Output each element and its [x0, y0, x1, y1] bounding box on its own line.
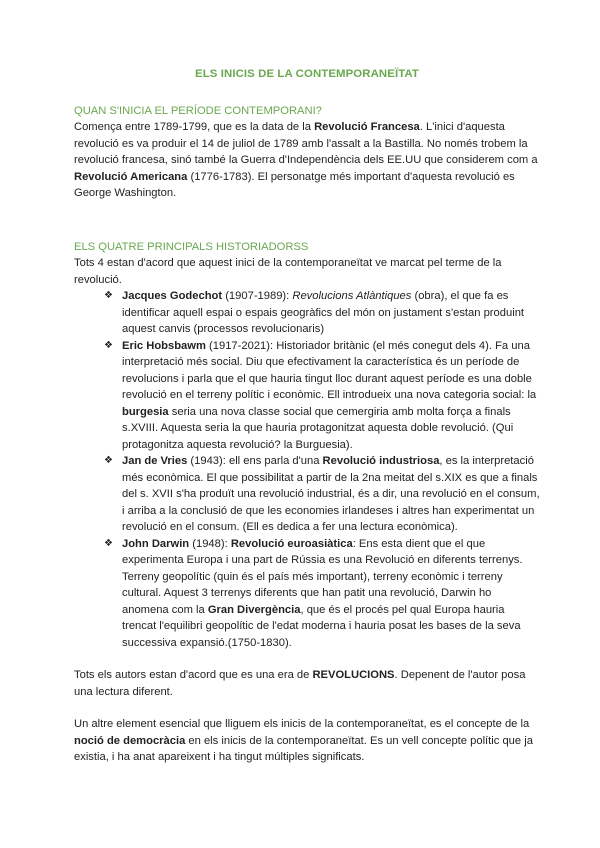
bold-term: Gran Divergència	[207, 603, 301, 616]
paragraph-period: Comença entre 1789-1799, que es la data de la Revolució Francesa. L'inici d'aquesta revolució es va produir el 14 de juliol de 1789 amb l'assalt a la Bastilla. No només trobem la revolució francesa, sinó també la Guerra d'Independència dels EE.UU que considerem com a Revolució Americana (1776-1783). El personatge més important d'aquesta revolució es George Washington.	[74, 121, 538, 199]
bold-term: Revolució Francesa	[314, 121, 420, 133]
bold-term: noció de democràcia	[74, 734, 186, 747]
list-item: ❖ John Darwin (1948): Revolució euroasiàtica: Ens esta dient que el que experimenta Europa i una part de Rússia es una Revolució en diferents terrenys. Terreny geopolític (quin és el país més important), terreny econòmic i terreny cultural. Aquest 3 terrenys diferents que han patit una revolució, Darwin ho anomena com la Gran Divergència, que és el procés pel qual Europa hauria trencat l'equilibri geopolític de l'edat moderna i hauria posat les bases de la seva successiva expansió.(1750-1830).	[104, 537, 523, 649]
paragraph-revolutions: Tots els autors estan d'acord que es una era de REVOLUCIONS. Depenent de l'autor posa una lectura diferent.	[74, 669, 526, 698]
work-title: Revolucions Atlàntiques	[292, 290, 412, 302]
historians-list	[74, 288, 540, 651]
list-item: ❖ Eric Hobsbawm (1917-2021): Historiador britànic (el més conegut dels 4). Fa una interpretació més social. Diu que efectivament la característica és un període de revolucions i parla que el que hauria tingut lloc durant aquest període es una doble revolució en el terreny polític i econòmic. Ell introdueix una nova categoria social: la burgesia seria una nova classe social que cemergiria amb molta força a finals s.XVIII. Aquesta seria la que hauria protagonitzat aquesta doble revolució. (Qui protagonitza aquesta revolució? la Burguesia).	[104, 339, 537, 451]
section-heading-historians: ELS QUATRE PRINCIPALS HISTORIADORSS	[74, 240, 309, 253]
bold-term: Revolució euroasiàtica	[230, 537, 353, 550]
list-item: ❖ Jan de Vries (1943): ell ens parla d'una Revolució industriosa, es la interpretació més econòmica. El que possibilitat a partir de la 2na meitat del s.XIX es que a finals del s. XVII s'ha produït una revolució industrial, és a dir, una revolució en el consum, i arriba a la conclusió de que les economies irlandeses i altres han experimentat un revolució en el consum. (Ell es dedica a fer una lectura econòmica).	[104, 455, 540, 533]
bold-term: Revolució Americana	[74, 170, 188, 183]
historian-name: John Darwin	[122, 537, 190, 550]
list-item: ❖ Jacques Godechot (1907-1989): Revolucions Atlàntiques (obra), el que fa es identificar aquell espai o espais geogràfics del món on justament s'estan produint aquest canvis (processos revolucionaris)	[104, 290, 525, 335]
historian-name: Eric Hobsbawm	[122, 339, 206, 352]
historian-name: Jacques Godechot	[122, 290, 223, 302]
diamond-bullet-icon: ❖	[104, 455, 113, 466]
historian-name: Jan de Vries	[122, 455, 188, 467]
diamond-bullet-icon: ❖	[104, 537, 113, 549]
paragraph-historians-intro: Tots 4 estan d'acord que aquest inici de la contemporaneïtat ve marcat pel terme de la revolució.	[74, 257, 502, 286]
bold-term: REVOLUCIONS	[312, 669, 395, 681]
document-title: ELS INICIS DE LA CONTEMPORANEÏTAT	[195, 68, 419, 80]
bold-term: Revolució industriosa	[322, 455, 440, 467]
section-heading-period: QUAN S'INICIA EL PERÍODE CONTEMPORANI?	[74, 104, 322, 117]
bold-term: burgesia	[122, 405, 169, 418]
paragraph-democracy: Un altre element esencial que lliguem els inicis de la contemporaneïtat, es el concepte de la noció de democràcia en els inicis de la contemporaneïtat. Es un vell concepte polític que ja existia, i ha anat apareixent i ha tingut múltiples significats.	[74, 718, 533, 763]
diamond-bullet-icon: ❖	[104, 290, 113, 301]
diamond-bullet-icon: ❖	[104, 339, 113, 351]
